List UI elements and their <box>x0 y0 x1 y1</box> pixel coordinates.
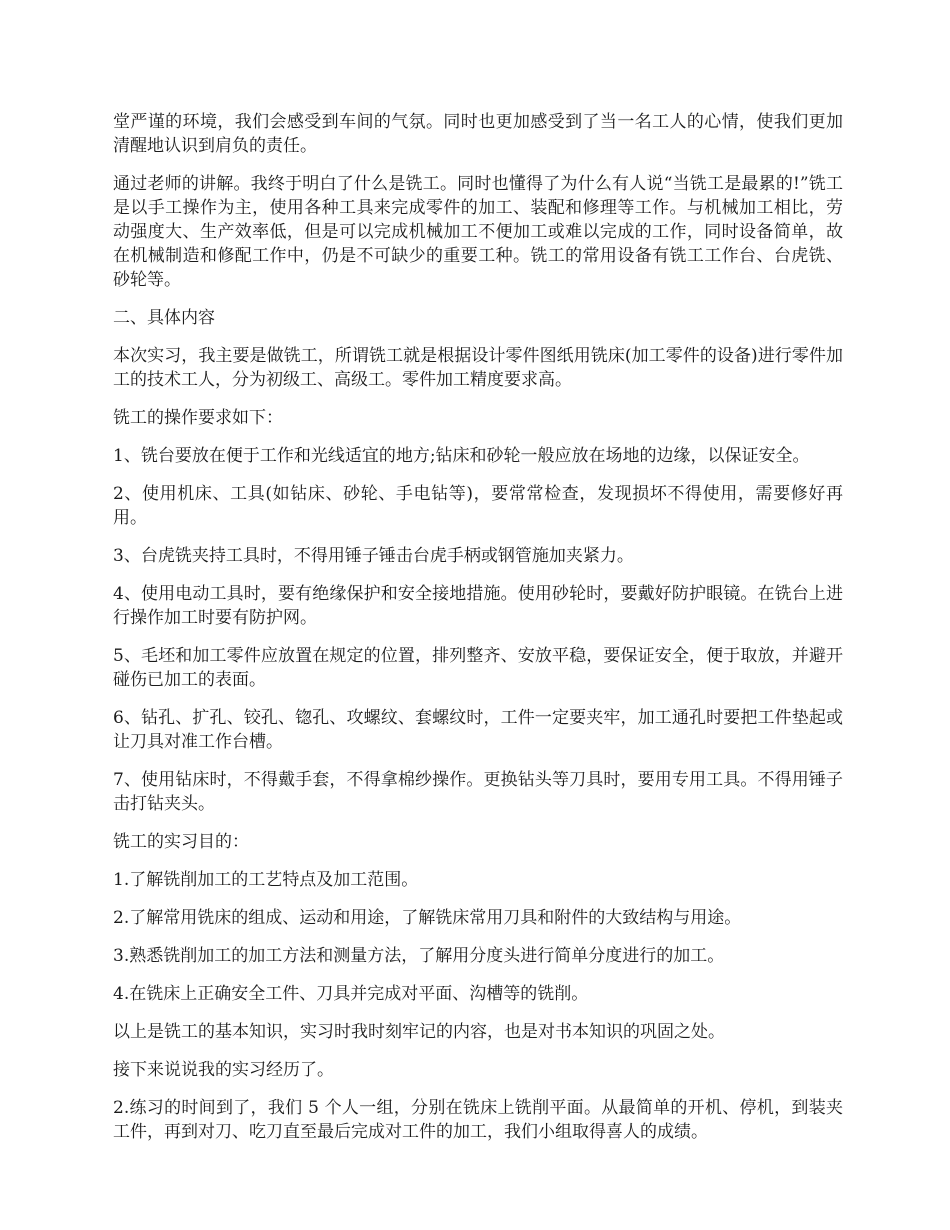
paragraph-teacher-explanation: 通过老师的讲解。我终于明白了什么是铣工。同时也懂得了为什么有人说“当铣工是最累的!”铣工是以手工操作为主，使用各种工具来完成零件的加工、装配和修理等工作。与机械加工相比，劳动强度大、生产效率低，但是可以完成机械加工不便加工或难以完成的工作，同时设备简单，故在机械制造和修配工作中，仍是不可缺少的重要工种。铣工的常用设备有铣工工作台、台虎铣、砂轮等。 <box>113 174 843 290</box>
list-item-requirement-4: 4、使用电动工具时，要有绝缘保护和安全接地措施。使用砂轮时，要戴好防护眼镜。在铣台上进行操作加工时要有防护网。 <box>113 584 843 628</box>
paragraph-basic-knowledge-summary: 以上是铣工的基本知识，实习时我时刻牢记的内容，也是对书本知识的巩固之处。 <box>113 1022 725 1042</box>
paragraph-practice-experience: 2.练习的时间到了，我们 5 个人一组，分别在铣床上铣削平面。从最简单的开机、停机，到装夹工件，再到对刀、吃刀直至最后完成对工件的加工，我们小组取得喜人的成绩。 <box>113 1098 843 1142</box>
list-item-objective-1: 1.了解铣削加工的工艺特点及加工范围。 <box>113 870 419 890</box>
paragraph-operation-requirements-heading: 铣工的操作要求如下： <box>113 408 283 428</box>
list-item-requirement-6: 6、钻孔、扩孔、铰孔、锪孔、攻螺纹、套螺纹时，工件一定要夹牢，加工通孔时要把工件垫起或让刀具对准工作台槽。 <box>113 708 843 752</box>
paragraph-objectives-heading: 铣工的实习目的： <box>113 832 249 852</box>
list-item-requirement-5: 5、毛坯和加工零件应放置在规定的位置，排列整齐、安放平稳，要保证安全，便于取放，并避开碰伤已加工的表面。 <box>113 646 843 690</box>
list-item-objective-3: 3.熟悉铣削加工的加工方法和测量方法，了解用分度头进行简单分度进行的加工。 <box>113 946 725 966</box>
paragraph-internship-summary: 本次实习，我主要是做铣工，所谓铣工就是根据设计零件图纸用铣床(加工零件的设备)进行零件加工的技术工人，分为初级工、高级工。零件加工精度要求高。 <box>113 346 843 390</box>
paragraph-experience-intro: 接下来说说我的实习经历了。 <box>113 1060 334 1080</box>
list-item-requirement-1: 1、铣台要放在便于工作和光线适宜的地方;钻床和砂轮一般应放在场地的边缘，以保证安全。 <box>113 446 810 466</box>
list-item-requirement-3: 3、台虎铣夹持工具时，不得用锤子锤击台虎手柄或钢管施加夹紧力。 <box>113 546 634 566</box>
list-item-requirement-7: 7、使用钻床时，不得戴手套，不得拿棉纱操作。更换钻头等刀具时，要用专用工具。不得用锤子击打钻夹头。 <box>113 770 843 814</box>
paragraph-intro-continuation: 堂严谨的环境，我们会感受到车间的气氛。同时也更加感受到了当一名工人的心情，使我们更加清醒地认识到肩负的责任。 <box>113 112 843 156</box>
list-item-objective-4: 4.在铣床上正确安全工件、刀具并完成对平面、沟槽等的铣削。 <box>113 984 589 1004</box>
section-heading-specific-content: 二、具体内容 <box>113 308 215 328</box>
document-body <box>113 110 843 1158</box>
list-item-objective-2: 2.了解常用铣床的组成、运动和用途，了解铣床常用刀具和附件的大致结构与用途。 <box>113 908 742 928</box>
list-item-requirement-2: 2、使用机床、工具(如钻床、砂轮、手电钻等)，要常常检查，发现损坏不得使用，需要修好再用。 <box>113 484 843 528</box>
